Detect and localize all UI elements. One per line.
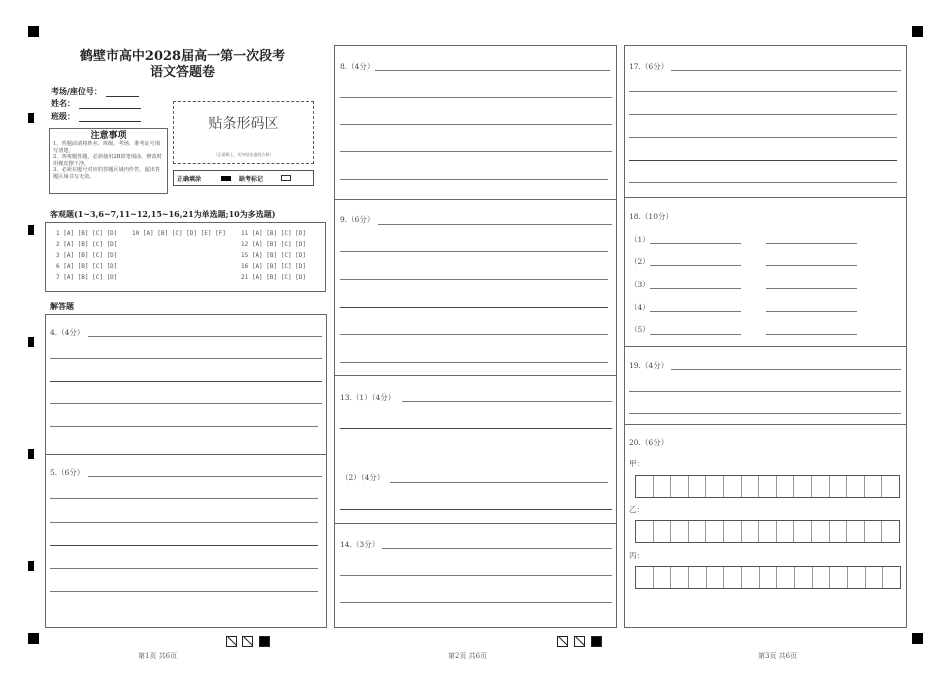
barcode-area: [173, 101, 314, 164]
sub-label-18-3: （3）: [630, 280, 650, 289]
answer-box-q9[interactable]: [334, 199, 617, 376]
notice-item: 1、答题前请将姓名、班级、考场、准考证号填写清楚。: [53, 141, 161, 154]
side-mark: [28, 449, 34, 459]
side-mark: [28, 337, 34, 347]
answer-line[interactable]: [766, 334, 857, 335]
answer-row-q10[interactable]: 10 [A] [B] [C] [D] [E] [F]: [132, 230, 226, 237]
answer-line[interactable]: [50, 381, 322, 382]
answer-line[interactable]: [340, 279, 608, 280]
notice-box: [49, 128, 168, 194]
answer-row-q15[interactable]: 15 [A] [B] [C] [D]: [241, 252, 307, 259]
char-cell[interactable]: [654, 476, 672, 497]
answer-line[interactable]: [340, 124, 612, 125]
sub-label-18-5: （5）: [630, 325, 650, 334]
answer-line[interactable]: [340, 251, 608, 252]
seat-number-label: 考场/座位号：: [51, 86, 102, 96]
answer-line[interactable]: [766, 288, 857, 289]
answer-line[interactable]: [50, 545, 318, 546]
name-input[interactable]: [79, 100, 141, 109]
page-marker-icon: [226, 636, 237, 647]
answer-line[interactable]: [50, 568, 318, 569]
objective-heading: 客观题(1~3,6~7,11~12,15~16,21为单选题;10为多选题): [50, 209, 276, 219]
answer-line[interactable]: [378, 224, 612, 225]
filled-box-icon: [221, 176, 231, 181]
answer-line[interactable]: [629, 413, 901, 414]
answer-line[interactable]: [340, 509, 612, 510]
answer-line[interactable]: [50, 498, 318, 499]
char-cell[interactable]: [742, 521, 760, 542]
sub-label-20-jia: 甲：: [629, 459, 644, 468]
answer-line[interactable]: [629, 137, 897, 138]
page-marker-icon: [259, 636, 270, 647]
corner-mark-top-left: [28, 26, 39, 37]
answer-line[interactable]: [766, 265, 857, 266]
notice-item: 3、必须在题号对应的答题区域内作答，超出答题区域书写无效。: [53, 167, 161, 180]
page-marker-icon: [242, 636, 253, 647]
char-cell[interactable]: [847, 521, 865, 542]
question-label-q4: 4.（4分）: [50, 328, 85, 337]
answer-line[interactable]: [50, 403, 322, 404]
side-mark: [28, 113, 34, 123]
answer-line[interactable]: [650, 265, 741, 266]
char-cell[interactable]: [795, 567, 813, 588]
char-cell[interactable]: [848, 567, 866, 588]
page-marker-icon: [557, 636, 568, 647]
question-label-q14: 14.（3分）: [340, 540, 380, 549]
char-grid-yi[interactable]: [635, 520, 900, 543]
answer-line[interactable]: [650, 243, 741, 244]
side-mark: [28, 561, 34, 571]
sub-label-20-bing: 丙：: [629, 551, 644, 560]
question-label-q13-2: （2）（4分）: [341, 473, 385, 482]
answer-line[interactable]: [650, 288, 741, 289]
char-cell[interactable]: [777, 567, 795, 588]
seat-number-input[interactable]: [106, 88, 139, 97]
char-cell[interactable]: [671, 476, 689, 497]
char-cell[interactable]: [777, 476, 795, 497]
answer-line[interactable]: [671, 70, 901, 71]
char-cell[interactable]: [882, 521, 899, 542]
page-marker-icon: [574, 636, 585, 647]
answer-line[interactable]: [340, 179, 608, 180]
absent-mark-checkbox[interactable]: [281, 175, 291, 181]
answer-line[interactable]: [629, 91, 897, 92]
char-cell[interactable]: [742, 476, 760, 497]
answer-line[interactable]: [340, 307, 608, 308]
question-label-q20: 20.（6分）: [629, 438, 669, 447]
side-mark: [28, 225, 34, 235]
answer-line[interactable]: [629, 391, 901, 392]
char-cell[interactable]: [636, 567, 654, 588]
answer-line[interactable]: [340, 334, 608, 335]
answer-line[interactable]: [50, 358, 322, 359]
char-cell[interactable]: [707, 567, 725, 588]
answer-line[interactable]: [50, 522, 318, 523]
question-label-q5: 5.（6分）: [50, 468, 85, 477]
answer-line[interactable]: [340, 151, 612, 152]
char-cell[interactable]: [830, 521, 848, 542]
answer-line[interactable]: [766, 243, 857, 244]
sub-label-18-1: （1）: [630, 235, 650, 244]
char-cell[interactable]: [671, 521, 689, 542]
answer-box-q5[interactable]: [45, 454, 327, 628]
char-cell[interactable]: [883, 567, 900, 588]
answer-line[interactable]: [671, 369, 901, 370]
answer-line[interactable]: [375, 70, 610, 71]
page-marker-icon: [591, 636, 602, 647]
barcode-note: （正面朝上，切勿贴出虚线方框）: [213, 152, 274, 157]
exam-title: 鹤壁市高中2028届高一第一次段考: [79, 49, 286, 64]
seat-number-field[interactable]: [51, 86, 139, 97]
answer-box-q8[interactable]: [334, 45, 617, 200]
char-cell[interactable]: [777, 521, 795, 542]
answer-row-q11[interactable]: 11 [A] [B] [C] [D]: [241, 230, 307, 237]
question-label-q18: 18.（10分）: [629, 212, 673, 221]
char-cell[interactable]: [689, 567, 707, 588]
char-cell[interactable]: [671, 567, 689, 588]
answer-line[interactable]: [629, 182, 897, 183]
char-cell[interactable]: [742, 567, 760, 588]
question-label-q13-1: 13.（1）（4分）: [340, 393, 396, 402]
answer-row-q21[interactable]: 21 [A] [B] [C] [D]: [241, 274, 307, 281]
class-input[interactable]: [79, 113, 141, 122]
answer-row-q2[interactable]: 2 [A] [B] [C] [D]: [56, 241, 118, 248]
sub-label-18-2: （2）: [630, 257, 650, 266]
corner-mark-bottom-left: [28, 633, 39, 644]
class-field[interactable]: [51, 111, 141, 122]
answer-line[interactable]: [88, 336, 322, 337]
answer-line[interactable]: [629, 114, 897, 115]
char-cell[interactable]: [724, 521, 742, 542]
question-label-q8: 8.（4分）: [340, 62, 375, 71]
fill-legend: [173, 170, 314, 186]
question-label-q9: 9.（6分）: [340, 215, 375, 224]
answer-line[interactable]: [340, 362, 608, 363]
question-label-q17: 17.（6分）: [629, 62, 669, 71]
notice-heading: 注意事项: [90, 131, 127, 141]
char-grid-bing[interactable]: [635, 566, 901, 589]
answer-line[interactable]: [402, 401, 612, 402]
corner-mark-top-right: [912, 26, 923, 37]
correct-fill-label: 正确填涂: [177, 175, 202, 183]
answer-row-q1[interactable]: 1 [A] [B] [C] [D]: [56, 230, 118, 237]
char-cell[interactable]: [706, 476, 724, 497]
char-cell[interactable]: [865, 521, 883, 542]
char-cell[interactable]: [759, 476, 777, 497]
char-cell[interactable]: [847, 476, 865, 497]
barcode-label: 贴条形码区: [208, 116, 279, 132]
answer-row-q6[interactable]: 6 [A] [B] [C] [D]: [56, 263, 118, 270]
char-cell[interactable]: [794, 521, 812, 542]
subjective-heading: 解答题: [50, 301, 74, 311]
char-cell[interactable]: [882, 476, 899, 497]
corner-mark-bottom-right: [912, 633, 923, 644]
char-cell[interactable]: [706, 521, 724, 542]
answer-line[interactable]: [340, 428, 612, 429]
char-cell[interactable]: [830, 567, 848, 588]
name-field[interactable]: [51, 98, 141, 109]
answer-line[interactable]: [390, 482, 608, 483]
char-cell[interactable]: [830, 476, 848, 497]
char-cell[interactable]: [689, 476, 707, 497]
answer-line[interactable]: [340, 602, 612, 603]
char-cell[interactable]: [689, 521, 707, 542]
answer-line[interactable]: [340, 97, 612, 98]
char-cell[interactable]: [654, 521, 672, 542]
char-cell[interactable]: [865, 476, 883, 497]
page-number: 第1页 共6页: [138, 652, 178, 660]
char-cell[interactable]: [812, 476, 830, 497]
char-cell[interactable]: [636, 521, 654, 542]
char-cell[interactable]: [724, 567, 742, 588]
sub-label-20-yi: 乙：: [629, 505, 644, 514]
name-label: 姓名：: [51, 98, 75, 108]
answer-line[interactable]: [650, 334, 741, 335]
page-number: 第2页 共6页: [448, 652, 488, 660]
char-cell[interactable]: [654, 567, 672, 588]
class-label: 班级：: [51, 111, 75, 121]
absent-mark-label: 缺考标记: [239, 175, 264, 183]
answer-line[interactable]: [50, 426, 318, 427]
sub-label-18-4: （4）: [630, 303, 650, 312]
answer-row-q16[interactable]: 16 [A] [B] [C] [D]: [241, 263, 307, 270]
char-cell[interactable]: [724, 476, 742, 497]
answer-row-q7[interactable]: 7 [A] [B] [C] [D]: [56, 274, 118, 281]
answer-line[interactable]: [650, 311, 741, 312]
char-cell[interactable]: [812, 521, 830, 542]
objective-answer-box: [45, 222, 326, 292]
char-cell[interactable]: [760, 567, 778, 588]
char-cell[interactable]: [636, 476, 654, 497]
char-grid-jia[interactable]: [635, 475, 900, 498]
answer-line[interactable]: [382, 548, 612, 549]
answer-line[interactable]: [88, 476, 322, 477]
page-number: 第3页 共6页: [758, 652, 798, 660]
char-cell[interactable]: [813, 567, 831, 588]
exam-subtitle: 语文答题卷: [149, 65, 215, 80]
question-label-q19: 19.（4分）: [629, 361, 669, 370]
answer-line[interactable]: [340, 575, 612, 576]
char-cell[interactable]: [794, 476, 812, 497]
answer-row-q3[interactable]: 3 [A] [B] [C] [D]: [56, 252, 118, 259]
answer-line[interactable]: [50, 591, 318, 592]
answer-line[interactable]: [766, 311, 857, 312]
notice-item: 2、客观题答题，必须使用2B铅笔填涂，修改时用橡皮擦干净。: [53, 154, 162, 167]
char-cell[interactable]: [866, 567, 884, 588]
answer-row-q12[interactable]: 12 [A] [B] [C] [D]: [241, 241, 307, 248]
answer-line[interactable]: [629, 160, 897, 161]
char-cell[interactable]: [759, 521, 777, 542]
